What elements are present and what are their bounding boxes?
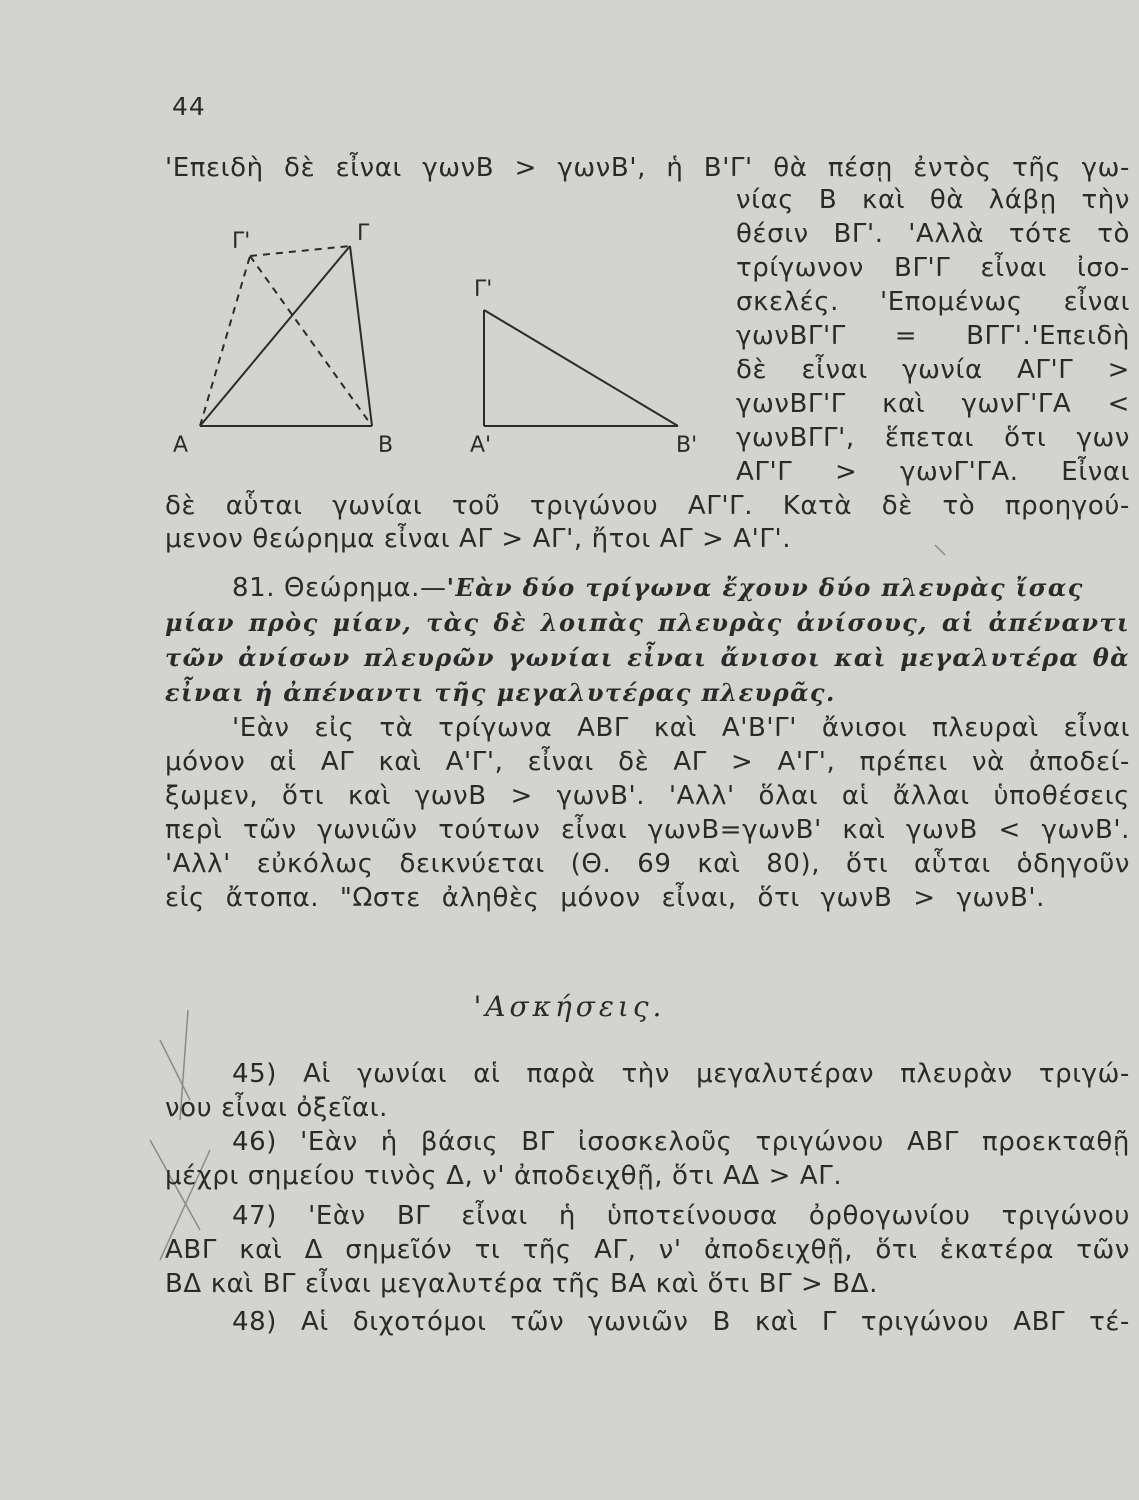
proof-line-6: εἰς ἄτοπα. "Ωστε ἀληθὲς μόνον εἶναι, ὅτι γωνΒ > γωνΒ'. bbox=[165, 883, 1045, 913]
proof-line-4: περὶ τῶν γωνιῶν τούτων εἶναι γωνΒ=γωνΒ' καὶ γωνΒ < γωνΒ'. bbox=[165, 815, 1130, 845]
text-line-9: γωνΒΓΓ', ἕπεται ὅτι γων bbox=[736, 423, 1130, 453]
exercise-46-line-1: 46) 'Εὰν ἡ βάσις ΒΓ ἰσοσκελοῦς τριγώνου ΑΒΓ προεκταθῇ bbox=[232, 1127, 1130, 1157]
text-line-11: δὲ αὗται γωνίαι τοῦ τριγώνου ΑΓ'Γ. Κατὰ δὲ τὸ προηγού- bbox=[165, 491, 1130, 521]
theorem-line-2: μίαν πρὸς μίαν, τὰς δὲ λοιπὰς πλευρὰς ἀνίσους, αἱ ἀπέναντι bbox=[165, 608, 1130, 637]
text-line-4: τρίγωνον ΒΓ'Γ εἶναι ἰσο- bbox=[736, 253, 1130, 283]
segment-GprimeB bbox=[250, 256, 372, 426]
text-line-7: δὲ εἶναι γωνία ΑΓ'Γ > bbox=[736, 355, 1130, 385]
text-line-8: γωνΒΓ'Γ καὶ γωνΓ'ΓΑ < bbox=[736, 389, 1130, 419]
label-G-prime: Γ' bbox=[232, 229, 251, 254]
exercise-45-line-2: νου εἶναι ὀξεῖαι. bbox=[165, 1093, 388, 1123]
label-Ap: Α' bbox=[470, 433, 492, 458]
proof-line-3: ξωμεν, ὅτι καὶ γωνΒ > γωνΒ'. 'Αλλ' ὅλαι αἱ ἄλλαι ὑποθέσεις bbox=[165, 781, 1130, 811]
exercises-heading: 'Ασκήσεις. bbox=[473, 990, 666, 1023]
theorem-line-1 bbox=[232, 572, 1130, 604]
theorem-number: 81. Θεώρημα.— bbox=[232, 573, 447, 603]
exercise-48-line-1: 48) Αἱ διχοτόμοι τῶν γωνιῶν Β καὶ Γ τριγώνου ΑΒΓ τέ- bbox=[232, 1307, 1130, 1337]
text-line-3: θέσιν ΒΓ'. 'Αλλὰ τότε τὸ bbox=[736, 219, 1130, 249]
text-line-5: σκελές. 'Επομένως εἶναι bbox=[736, 287, 1130, 317]
label-Gp: Γ' bbox=[474, 277, 493, 302]
exercise-47-line-3: ΒΔ καὶ ΒΓ εἶναι μεγαλυτέρα τῆς ΒΑ καὶ ὅτι ΒΓ > ΒΔ. bbox=[165, 1269, 878, 1299]
exercise-46-line-2: μέχρι σημείου τινὸς Δ, ν' ἀποδειχθῇ, ὅτι ΑΔ > ΑΓ. bbox=[165, 1161, 843, 1191]
exercise-47-line-2: ΑΒΓ καὶ Δ σημεῖόν τι τῆς ΑΓ, ν' ἀποδειχθῇ, ὅτι ἑκατέρα τῶν bbox=[165, 1235, 1130, 1265]
text-line-2: νίας Β καὶ θὰ λάβῃ τὴν bbox=[736, 185, 1130, 215]
segment-AG bbox=[200, 246, 350, 426]
exercise-47-line-1: 47) 'Εὰν ΒΓ εἶναι ἡ ὑποτείνουσα ὀρθογωνίου τριγώνου bbox=[232, 1201, 1130, 1231]
theorem-line-4: εἶναι ἡ ἀπέναντι τῆς μεγαλυτέρας πλευρᾶς. bbox=[165, 678, 836, 707]
segment-GprimeG bbox=[250, 246, 350, 256]
theorem-line-3: τῶν ἀνίσων πλευρῶν γωνίαι εἶναι ἄνισοι καὶ μεγαλυτέρα θὰ bbox=[165, 643, 1130, 672]
text-line-6: γωνΒΓ'Γ = ΒΓΓ'.'Επειδὴ bbox=[736, 321, 1130, 351]
segment-GpBp bbox=[484, 310, 678, 426]
page-number: 44 bbox=[172, 92, 206, 121]
exercise-45-line-1: 45) Αἱ γωνίαι αἱ παρὰ τὴν μεγαλυτέραν πλευρὰν τριγώ- bbox=[232, 1059, 1130, 1089]
proof-line-5: 'Αλλ' εὐκόλως δεικνύεται (Θ. 69 καὶ 80), ὅτι αὗται ὁδηγοῦν bbox=[165, 849, 1130, 879]
label-G: Γ bbox=[357, 221, 370, 246]
label-B: Β bbox=[378, 433, 394, 458]
segment-GB bbox=[350, 246, 372, 426]
text-line-12: μενον θεώρημα εἶναι ΑΓ > ΑΓ', ἤτοι ΑΓ > Α'Γ'. bbox=[165, 524, 792, 554]
text-line-1: 'Επειδὴ δὲ εἶναι γωνΒ > γωνΒ', ἡ Β'Γ' θὰ πέσῃ ἐντὸς τῆς γω- bbox=[165, 153, 1130, 183]
theorem-statement-start: 'Εὰν δύο τρίγωνα ἔχουν δύο πλευρὰς ἴσας bbox=[446, 573, 1084, 602]
label-Bp: Β' bbox=[676, 433, 698, 458]
text-line-10: ΑΓ'Γ > γωνΓ'ΓΑ. Εἶναι bbox=[736, 457, 1130, 487]
label-A: Α bbox=[173, 433, 189, 458]
proof-line-1: 'Εὰν εἰς τὰ τρίγωνα ΑΒΓ καὶ Α'Β'Γ' ἄνισοι πλευραὶ εἶναι bbox=[232, 713, 1130, 743]
segment-AGprime bbox=[200, 256, 250, 426]
proof-line-2: μόνον αἱ ΑΓ καὶ Α'Γ', εἶναι δὲ ΑΓ > Α'Γ', πρέπει νὰ ἀποδεί- bbox=[165, 747, 1130, 777]
